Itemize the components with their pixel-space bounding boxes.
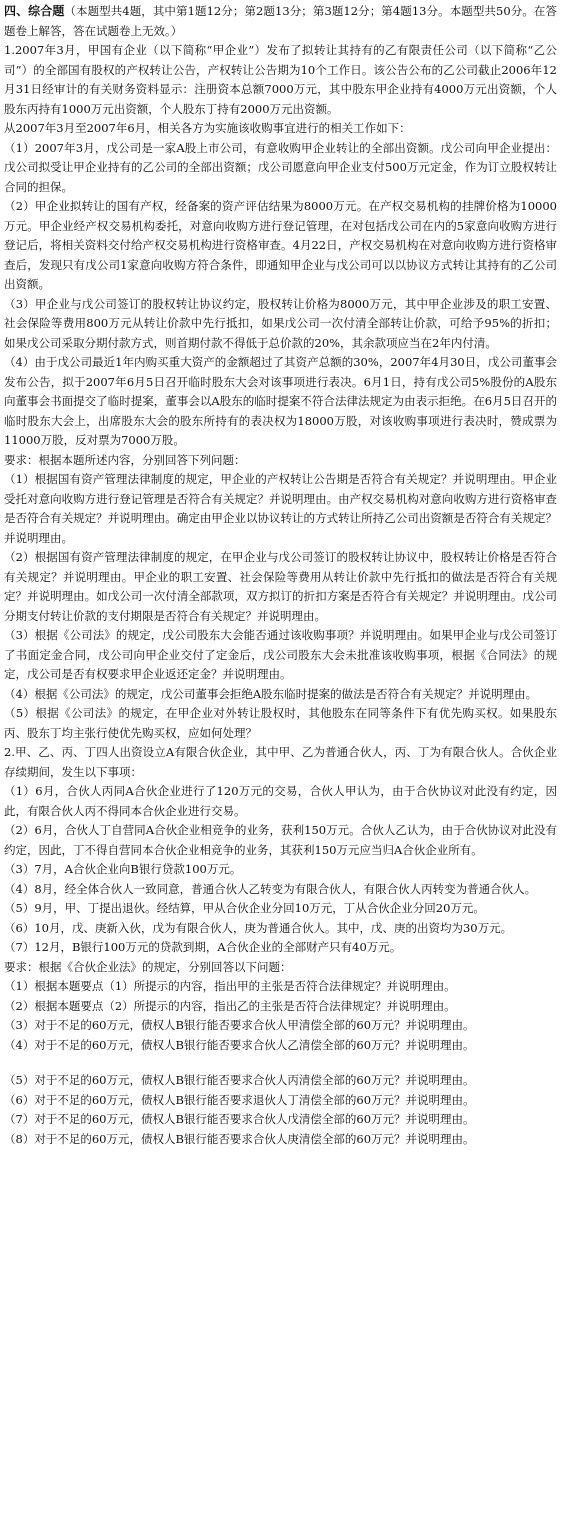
q2-fact-5: （5）9月，甲、丁提出退伙。经结算，甲从合伙企业分回10万元，丁从合伙企业分回20万元。 — [4, 901, 485, 915]
q1-question-1: （1）根据国有资产管理法律制度的规定，甲企业的产权转让公告期是否符合有关规定？并说明理由。甲企业受托对意向收购方进行登记管理是否符合有关规定？并说明理由。由产权交易机构对意向收购方进行资格审查是否符合有关规定？并说明理由。确定由甲企业以协议转让的方式转让所持乙公司出资额是否符合有关规定？并说明理由。 — [4, 472, 557, 545]
q2-fact-4: （4）8月，经全体合伙人一致同意，普通合伙人乙转变为有限合伙人，有限合伙人丙转变为普通合伙人。 — [4, 881, 537, 896]
q2-question-4: （4）对于不足的60万元，债权人B银行能否要求合伙人乙清偿全部的60万元？并说明理由。 — [4, 1037, 475, 1052]
section-label: 四、综合题 — [4, 4, 65, 18]
q1-intro: 1.2007年3月，甲国有企业（以下简称“甲企业”）发布了拟转让其持有的乙有限责任公司（以下简称“乙公司”）的全部国有股权的产权转让公告，产权转让公告期为10个工作日。该公告公布的乙公司截止2006年12月31日经审计的有关财务资料显示：注册资本总额7000万元，其中股东甲企业持有4000万元出资额，个人股东丙持有1000万元出资额，个人股东丁持有2000万元出资额。 — [4, 43, 557, 116]
q2-question-1: （1）根据本题要点（1）所提示的内容，指出甲的主张是否符合法律规定？并说明理由。 — [4, 979, 456, 993]
q2-question-7: （7）对于不足的60万元，债权人B银行能否要求合伙人戊清偿全部的60万元？并说明理由。 — [4, 1112, 475, 1126]
q2-fact-7: （7）12月，B银行100万元的贷款到期，A合伙企业的全部财产只有40万元。 — [4, 940, 402, 954]
q1-question-3: （3）根据《公司法》的规定，戊公司股东大会能否通过该收购事项？并说明理由。如果甲企业与戊公司签订了书面定金合同，戊公司向甲企业交付了定金后，戊公司股东大会未批准该收购事项，根据《合同法》的规定，戊公司是否有权要求甲企业返还定金？并说明理由。 — [4, 628, 557, 681]
q2-fact-6: （6）10月，戊、庚新入伙，戊为有限合伙人，庚为普通合伙人。其中，戊、庚的出资均为30万元。 — [4, 920, 513, 935]
q1-fact-2: （2）甲企业拟转让的国有产权，经备案的资产评估结果为8000万元。在产权交易机构的挂牌价格为10000万元。甲企业经产权交易机构委托，对意向收购方进行登记管理，在对包括戊公司在内的5家意向收购方进行登记后，将相关资料交付给产权交易机构进行资格审查。4月22日，产权交易机构在对意向收购方进行资格审查后，发现只有戊公司1家意向收购方符合条件，即通知甲企业与戊公司可以以协议方式转让其持有的乙公司出资额。 — [4, 199, 557, 291]
q2-requirements: 要求：根据《合伙企业法》的规定，分别回答以下问题： — [4, 959, 292, 974]
q2-fact-1: （1）6月，合伙人丙同A合伙企业进行了120万元的交易，合伙人甲认为，由于合伙协议对此没有约定，因此，有限合伙人丙不得同本合伙企业进行交易。 — [4, 784, 557, 818]
q1-timeline-intro: 从2007年3月至2007年6月，相关各方为实施该收购事宜进行的相关工作如下： — [4, 121, 411, 135]
q1-fact-4: （4）由于戊公司最近1年内购买重大资产的金额超过了其资产总额的30%，2007年4月30日，戊公司董事会发布公告，拟于2007年6月5日召开临时股东大会对该事项进行表决。6月1日，持有戊公司5%股份的A股东向董事会书面提交了临时提案，董事会以A股东的临时提案不符合法律法规定为由表示拒绝。在6月5日召开的临时股东大会上，出席股东大会的股东所持有的表决权为18000万股，对该收购事项进行表决时，赞成票为11000万股，反对票为7000万股。 — [4, 355, 557, 447]
q2-question-6: （6）对于不足的60万元，债权人B银行能否要求退伙人丁清偿全部的60万元？并说明理由。 — [4, 1092, 475, 1107]
q1-requirements: 要求：根据本题所述内容，分别回答下列问题： — [4, 452, 246, 467]
q2-intro: 2.甲、乙、丙、丁四人出资设立A有限合伙企业，其中甲、乙为普通合伙人，丙、丁为有限合伙人。合伙企业存续期间，发生以下事项： — [4, 745, 557, 779]
q1-question-4: （4）根据《公司法》的规定，戊公司董事会拒绝A股东临时提案的做法是否符合有关规定？并说明理由。 — [4, 686, 538, 701]
section-heading — [4, 2, 557, 41]
q2-question-3: （3）对于不足的60万元，债权人B银行能否要求合伙人甲清偿全部的60万元？并说明理由。 — [4, 1018, 475, 1032]
q2-question-5: （5）对于不足的60万元，债权人B银行能否要求合伙人丙清偿全部的60万元？并说明理由。 — [4, 1073, 475, 1087]
q2-fact-3: （3）7月，A合伙企业向B银行贷款100万元。 — [4, 862, 242, 876]
q1-question-2: （2）根据国有资产管理法律制度的规定，在甲企业与戊公司签订的股权转让协议中，股权转让价格是否符合有关规定？并说明理由。甲企业的职工安置、社会保险等费用从转让价款中先行抵扣的做法是否符合有关规定？并说明理由。如戊公司一次付清全部款项，双方拟订的折扣方案是否符合有关规定？并说明理由。戊公司分期支付转让价款的支付期限是否符合有关规定？并说明理由。 — [4, 550, 557, 623]
q1-fact-3: （3）甲企业与戊公司签订的股权转让协议约定，股权转让价格为8000万元，其中甲企业涉及的职工安置、社会保险等费用800万元从转让价款中先行抵扣，如果戊公司一次付清全部转让价款，可给予95%的折扣；如果戊公司采取分期付款方式，则首期付款不得低于总价款的20%，其余款项应当在2年内付清。 — [4, 296, 557, 350]
q2-fact-2: （2）6月，合伙人丁自营同A合伙企业相竞争的业务，获利150万元。合伙人乙认为，由于合伙协议对此没有约定，因此，丁不得自营同本合伙企业相竞争的业务，其获利150万元应当归A合伙企业所有。 — [4, 823, 557, 857]
section-note: （本题型共4题，其中第1题12分；第2题13分；第3题12分；第4题13分。本题型共50分。在答题卷上解答，答在试题卷上无效。） — [4, 4, 557, 38]
q2-question-2: （2）根据本题要点（2）所提示的内容，指出乙的主张是否符合法律规定？并说明理由。 — [4, 998, 456, 1013]
q1-fact-1: （1）2007年3月，戊公司是一家A股上市公司，有意收购甲企业转让的全部出资额。戊公司向甲企业提出：戊公司拟受让甲企业持有的乙公司的全部出资额；戊公司愿意向甲企业支付500万元定金，作为订立股权转让合同的担保。 — [4, 140, 557, 194]
q2-question-8: （8）对于不足的60万元，债权人B银行能否要求合伙人庚清偿全部的60万元？并说明理由。 — [4, 1131, 475, 1146]
q1-question-5: （5）根据《公司法》的规定，在甲企业对外转让股权时，其他股东在同等条件下有优先购买权。如果股东丙、股东丁均主张行使优先购买权，应如何处理？ — [4, 706, 557, 740]
